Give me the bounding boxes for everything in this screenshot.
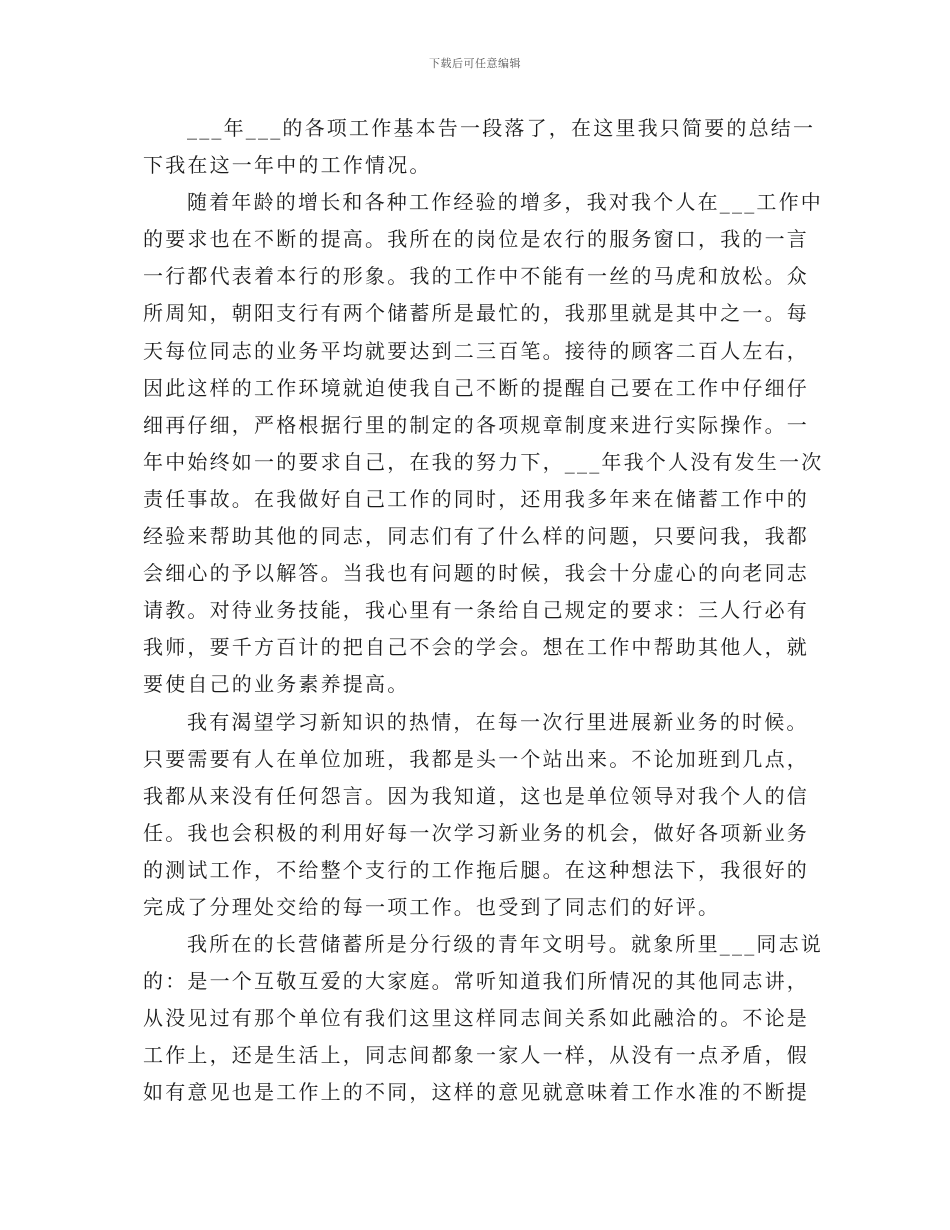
paragraph-line: 责任事故。在我做好自己工作的同时，还用我多年来在储蓄工作中的 (143, 486, 809, 511)
paragraph-line: 随着年龄的增长和各种工作经验的增多，我对我个人在___工作中 (187, 190, 823, 215)
paragraph-line: 经验来帮助其他的同志，同志们有了什么样的问题，只要问我，我都 (143, 524, 809, 549)
paragraph-line: 一行都代表着本行的形象。我的工作中不能有一丝的马虎和放松。众 (143, 264, 809, 289)
paragraph-line: 下我在这一年中的工作情况。 (143, 153, 432, 178)
paragraph-line: 请教。对待业务技能，我心里有一条给自己规定的要求：三人行必有 (143, 598, 809, 623)
paragraph-line: 年中始终如一的要求自己，在我的努力下，___年我个人没有发生一次 (143, 449, 824, 474)
paragraph-line: 我所在的长营储蓄所是分行级的青年文明号。就象所里___同志说 (187, 932, 823, 957)
paragraph-line: 如有意见也是工作上的不同，这样的意见就意味着工作水准的不断提 (143, 1080, 809, 1105)
paragraph-line: 任。我也会积极的利用好每一次学习新业务的机会，做好各项新业务 (143, 820, 809, 845)
paragraph-line: 细再仔细，严格根据行里的制定的各项规章制度来进行实际操作。一 (143, 412, 809, 437)
paragraph-line: 的要求也在不断的提高。我所在的岗位是农行的服务窗口，我的一言 (143, 227, 809, 252)
paragraph-line: 工作上，还是生活上，同志间都象一家人一样，从没有一点矛盾，假 (143, 1043, 809, 1068)
paragraph-line: 所周知，朝阳支行有两个储蓄所是最忙的，我那里就是其中之一。每 (143, 301, 809, 326)
paragraph-line: 要使自己的业务素养提高。 (143, 672, 410, 697)
page-header: 下载后可任意编辑 (429, 57, 521, 70)
paragraph-line: 只要需要有人在单位加班，我都是头一个站出来。不论加班到几点， (143, 746, 809, 771)
paragraph-line: 我都从来没有任何怨言。因为我知道，这也是单位领导对我个人的信 (143, 783, 809, 808)
document-body (143, 110, 824, 1112)
paragraph-line: 天每位同志的业务平均就要达到二三百笔。接待的顾客二百人左右， (143, 338, 809, 363)
paragraph-line: 因此这样的工作环境就迫使我自己不断的提醒自己要在工作中仔细仔 (143, 375, 809, 400)
paragraph-line: ___年___的各项工作基本告一段落了，在这里我只简要的总结一 (187, 116, 816, 140)
paragraph-line: 会细心的予以解答。当我也有问题的时候，我会十分虚心的向老同志 (143, 561, 809, 586)
paragraph-line: 我师，要千方百计的把自己不会的学会。想在工作中帮助其他人，就 (143, 635, 809, 660)
paragraph-line: 我有渴望学习新知识的热情，在每一次行里进展新业务的时候。 (187, 709, 809, 734)
paragraph-line: 从没见过有那个单位有我们这里这样同志间关系如此融洽的。不论是 (143, 1006, 809, 1031)
paragraph-line: 的：是一个互敬互爱的大家庭。常听知道我们所情况的其他同志讲， (143, 969, 809, 994)
paragraph-line: 完成了分理处交给的每一项工作。也受到了同志们的好评。 (143, 894, 721, 919)
paragraph-line: 的测试工作，不给整个支行的工作拖后腿。在这种想法下，我很好的 (143, 857, 809, 882)
